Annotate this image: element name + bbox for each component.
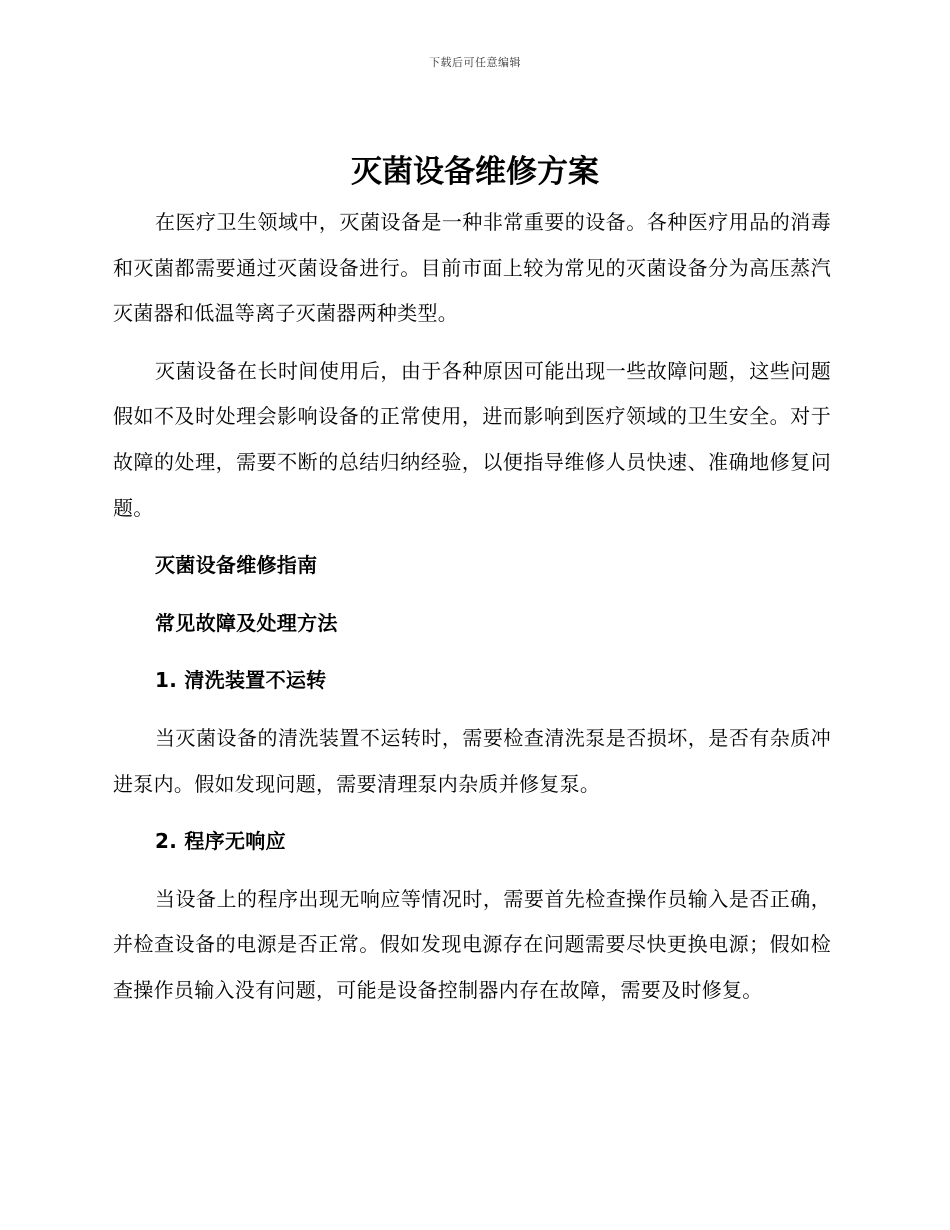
fault-2-heading: 2. 程序无响应 xyxy=(155,829,286,854)
document-body xyxy=(113,200,831,1014)
header-note: 下载后可任意编辑 xyxy=(429,56,521,69)
fault-2-paragraph: 当设备上的程序出现无响应等情况时，需要首先检查操作员输入是否正确，并检查设备的电源是否正常。假如发现电源存在问题需要尽快更换电源；假如检查操作员输入没有问题，可能是设备控制器内存在故障，需要及时修复。 xyxy=(113,886,831,1002)
fault-1-heading: 1. 清洗装置不运转 xyxy=(155,668,327,693)
document-title: 灭菌设备维修方案 xyxy=(351,154,599,190)
fault-1-paragraph: 当灭菌设备的清洗装置不运转时，需要检查清洗泵是否损坏，是否有杂质冲进泵内。假如发现问题，需要清理泵内杂质并修复泵。 xyxy=(113,725,831,796)
intro-paragraph-1: 在医疗卫生领域中，灭菌设备是一种非常重要的设备。各种医疗用品的消毒和灭菌都需要通过灭菌设备进行。目前市面上较为常见的灭菌设备分为高压蒸汽灭菌器和低温等离子灭菌器两种类型。 xyxy=(113,210,831,326)
guide-heading: 灭菌设备维修指南 xyxy=(155,553,318,578)
faults-heading: 常见故障及处理方法 xyxy=(155,610,338,635)
intro-paragraph-2: 灭菌设备在长时间使用后，由于各种原因可能出现一些故障问题，这些问题假如不及时处理会影响设备的正常使用，进而影响到医疗领域的卫生安全。对于故障的处理，需要不断的总结归纳经验，以便指导维修人员快速、准确地修复问题。 xyxy=(113,358,831,520)
